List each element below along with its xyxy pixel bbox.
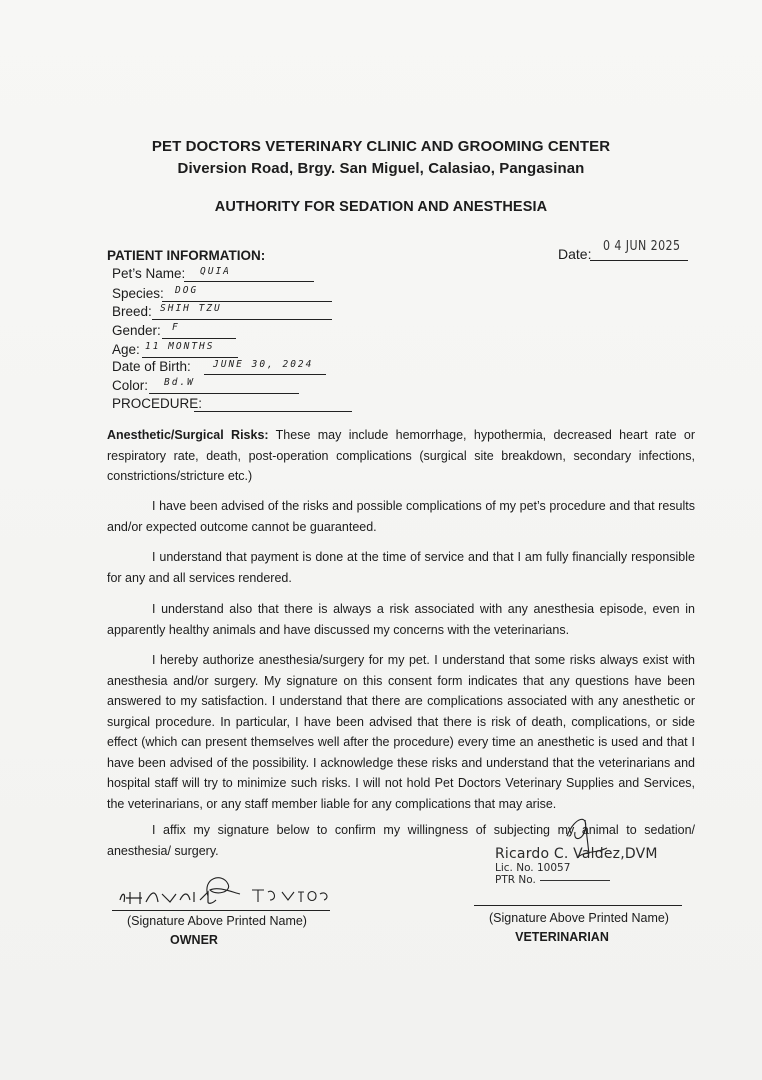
owner-signature-line <box>112 910 330 911</box>
vet-license: Lic. No. 10057 <box>495 862 571 874</box>
dob-label: Date of Birth: <box>112 359 191 374</box>
species-field <box>112 286 164 301</box>
gender-field <box>112 323 161 338</box>
date-stamp: 0 4 JUN 2025 <box>603 239 681 254</box>
vet-ptr-label: PTR No. <box>495 874 536 886</box>
age-label: Age: <box>112 342 140 357</box>
species-label: Species: <box>112 286 164 301</box>
breed-field <box>112 304 152 319</box>
pets-name-field <box>112 266 185 281</box>
pets-name-label: Pet’s Name: <box>112 266 186 281</box>
risks-heading: Anesthetic/Surgical Risks: <box>107 428 269 442</box>
owner-role: OWNER <box>170 933 218 947</box>
breed-label: Breed: <box>112 304 152 319</box>
risks-paragraph <box>107 425 695 487</box>
owner-signature-caption: (Signature Above Printed Name) <box>127 914 307 928</box>
patient-information <box>107 248 265 263</box>
gender-underline <box>162 338 236 339</box>
species-value: DOG <box>175 285 199 296</box>
owner-signature-icon <box>112 870 342 912</box>
clinic-name: PET DOCTORS VETERINARY CLINIC AND GROOMING CENTER <box>151 138 611 155</box>
vet-stamp-name: Ricardo C. Valdez,DVM <box>495 846 658 862</box>
clinic-address: Diversion Road, Brgy. San Miguel, Calasiao, Pangasinan <box>177 160 585 177</box>
age-underline <box>142 357 238 358</box>
patient-section-title: PATIENT INFORMATION: <box>107 248 266 263</box>
procedure-field <box>112 396 202 411</box>
color-label: Color: <box>112 378 149 393</box>
dob-underline <box>204 374 326 375</box>
vet-stamp <box>495 846 658 886</box>
vet-role: VETERINARIAN <box>515 930 609 944</box>
gender-label: Gender: <box>112 323 161 338</box>
dob-field <box>112 359 191 374</box>
pets-name-value: QUIA <box>200 266 231 277</box>
paragraph-payment: I understand that payment is done at the time of service and that I am fully financially responsible for any and all services rendered. <box>107 550 695 585</box>
species-underline <box>162 301 332 302</box>
date-underline <box>590 260 688 261</box>
vet-ptr <box>495 874 658 886</box>
breed-value: SHIH TZU <box>160 303 222 314</box>
paragraph-affix: I affix my signature below to confirm my willingness of subjecting my animal to sedation/ anesthesia/ surgery. <box>107 823 695 858</box>
risks-text: These may include hemorrhage, hypothermia, decreased heart rate or respiratory rate, death, post-operation complications (surgical site breakdown, secondary infections, constrictions/stricture etc.) <box>107 428 695 483</box>
paragraph-authorize: I hereby authorize anesthesia/surgery for my pet. I understand that some risks always exist with anesthesia and/or surgery. My signature on this consent form indicates that any questions have been answered to my satisfaction. I understand that there are complications associated with any anesthetic or surgical procedure. In particular, I have been advised that there is risk of death, complications, or side effect (which can present themselves well after the procedure) every time an anesthetic is used and that I have been advised of the possibility. I acknowledge these risks and understand that the veterinarians and hospital staff will try to minimize such risks. I will not hold Pet Doctors Veterinary Supplies and Services, the veterinarians, or any staff member liable for any complications that may arise. <box>107 653 695 811</box>
form-title: AUTHORITY FOR SEDATION AND ANESTHESIA <box>214 199 548 215</box>
age-value: 11 MONTHS <box>145 341 215 352</box>
age-field <box>112 342 140 357</box>
dob-value: JUNE 30, 2024 <box>213 359 314 370</box>
procedure-underline <box>194 411 352 412</box>
breed-underline <box>152 319 332 320</box>
color-underline <box>149 393 299 394</box>
vet-ptr-underline <box>540 880 610 881</box>
paragraph-risk: I understand also that there is always a risk associated with any anesthesia episode, even in apparently healthy animals and have discussed my concerns with the veterinarians. <box>107 602 695 637</box>
gender-value: F <box>172 322 180 333</box>
vet-signature-line <box>474 905 682 906</box>
procedure-label: PROCEDURE: <box>112 396 203 411</box>
vet-signature-caption: (Signature Above Printed Name) <box>489 911 669 925</box>
paragraph-advised: I have been advised of the risks and possible complications of my pet’s procedure and that results and/or expected outcome cannot be guaranteed. <box>107 499 695 534</box>
pets-name-underline <box>184 281 314 282</box>
date-label: Date: <box>558 246 592 262</box>
color-field <box>112 378 148 393</box>
color-value: Bd.W <box>164 377 195 388</box>
